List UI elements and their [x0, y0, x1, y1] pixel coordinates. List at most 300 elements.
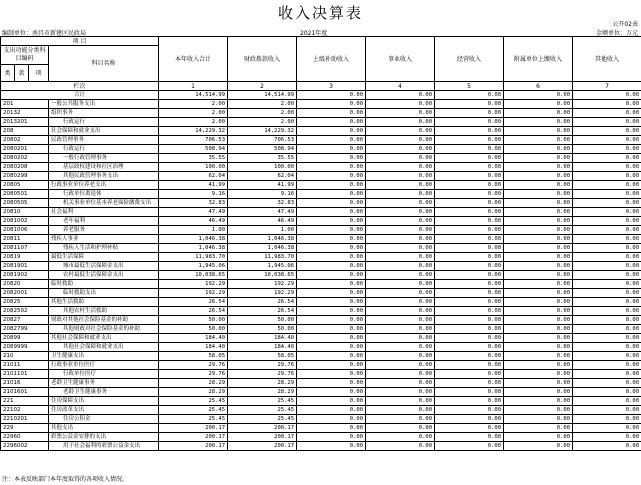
amount-cell: 0.00: [297, 325, 366, 334]
amount-cell: 0.00: [504, 325, 573, 334]
table-row: [1, 253, 641, 262]
amount-cell: 0.00: [504, 100, 573, 109]
amount-cell: 11,983.70: [159, 253, 228, 262]
subject-name: 社会保障和就业支出: [49, 127, 159, 136]
amount-cell: 1,046.38: [228, 244, 297, 253]
amount-cell: 1,046.38: [159, 244, 228, 253]
column-number-row: [1, 82, 641, 91]
table-row: [1, 325, 641, 334]
amount-cell: 0.00: [297, 370, 366, 379]
amount-cell: 0.00: [366, 154, 435, 163]
subject-code: 2081901: [1, 262, 49, 271]
amount-cell: 0.00: [435, 244, 504, 253]
amount-cell: 0.00: [504, 181, 573, 190]
subject-name: 其他财政对社会保险基金的补助: [49, 325, 159, 334]
subject-name: 行政单位医疗: [49, 370, 159, 379]
amount-cell: 0.00: [435, 379, 504, 388]
subject-name: 城市最低生活保障金支出: [49, 262, 159, 271]
subject-code: 2080201: [1, 145, 49, 154]
subject-code: 2081006: [1, 226, 49, 235]
amount-cell: 0.00: [366, 199, 435, 208]
table-row: [1, 343, 641, 352]
amount-cell: 184.40: [159, 334, 228, 343]
table-row: [1, 208, 641, 217]
subject-name: 残疾人生活和护理补贴: [49, 244, 159, 253]
subject-name: 老龄卫生健康事务: [49, 379, 159, 388]
amount-cell: 0.00: [573, 145, 641, 154]
amount-cell: 2.00: [228, 100, 297, 109]
table-row: [1, 244, 641, 253]
subject-name: 最低生活保障: [49, 253, 159, 262]
amount-cell: 50.00: [159, 316, 228, 325]
amount-cell: 0.00: [573, 190, 641, 199]
subject-name: 其他生活救助: [49, 298, 159, 307]
amount-cell: 0.00: [435, 217, 504, 226]
amount-cell: 0.00: [435, 442, 504, 451]
amount-cell: 0.00: [366, 397, 435, 406]
amount-cell: 0.00: [366, 424, 435, 433]
col-num: 1: [159, 82, 228, 91]
amount-cell: 0.00: [297, 172, 366, 181]
subject-name: 社会福利: [49, 208, 159, 217]
table-row: [1, 424, 641, 433]
amount-cell: 0.00: [435, 433, 504, 442]
amount-cell: 0.00: [573, 172, 641, 181]
amount-cell: 0.00: [366, 334, 435, 343]
amount-cell: 0.00: [297, 100, 366, 109]
amount-cell: 508.94: [159, 145, 228, 154]
amount-cell: 0.00: [435, 172, 504, 181]
amount-cell: 0.00: [297, 253, 366, 262]
amount-cell: 1,945.06: [228, 262, 297, 271]
amount-cell: 0.00: [504, 136, 573, 145]
amount-cell: 0.00: [297, 154, 366, 163]
amount-cell: 26.54: [159, 298, 228, 307]
amount-cell: 0.00: [366, 442, 435, 451]
amount-cell: 0.00: [366, 190, 435, 199]
amount-cell: 184.40: [159, 343, 228, 352]
amount-cell: 10,038.65: [228, 271, 297, 280]
amount-cell: 192.29: [159, 289, 228, 298]
amount-cell: 1,046.38: [159, 235, 228, 244]
subject-name: 老龄卫生健康事务: [49, 388, 159, 397]
amount-cell: 0.00: [435, 100, 504, 109]
row-label: 栏次: [1, 82, 159, 91]
amount-cell: 0.00: [366, 388, 435, 397]
amount-cell: 32.83: [159, 199, 228, 208]
amount-cell: 0.00: [435, 154, 504, 163]
subject-code: 229: [1, 424, 49, 433]
amount-cell: 0.00: [435, 316, 504, 325]
amount-cell: 0.00: [573, 334, 641, 343]
amount-cell: 0.00: [504, 244, 573, 253]
amount-cell: 0.00: [573, 352, 641, 361]
amount-cell: 0.00: [366, 433, 435, 442]
amount-cell: 0.00: [297, 307, 366, 316]
amount-cell: 0.00: [504, 298, 573, 307]
amount-cell: 0.00: [297, 361, 366, 370]
amount-cell: 0.00: [435, 145, 504, 154]
amount-cell: 0.00: [573, 388, 641, 397]
amount-cell: 0.00: [573, 118, 641, 127]
amount-cell: 46.49: [228, 217, 297, 226]
subject-name: 临时救助支出: [49, 289, 159, 298]
amount-cell: 0.00: [504, 424, 573, 433]
amount-cell: 0.00: [366, 352, 435, 361]
amount-cell: 184.40: [228, 343, 297, 352]
amount-cell: 35.55: [159, 154, 228, 163]
amount-cell: 0.00: [573, 433, 641, 442]
amount-cell: 0.00: [297, 181, 366, 190]
amount-cell: 200.17: [228, 424, 297, 433]
amount-cell: 0.00: [573, 442, 641, 451]
amount-cell: 28.29: [159, 388, 228, 397]
amount-cell: 0.00: [366, 316, 435, 325]
amount-cell: 0.00: [573, 316, 641, 325]
amount-cell: 58.05: [228, 352, 297, 361]
subject-code: 20899: [1, 334, 49, 343]
subject-name: 老年福利: [49, 217, 159, 226]
amount-cell: 2.00: [228, 118, 297, 127]
amount-cell: 0.00: [573, 199, 641, 208]
header-func-code: 支出功能分类科目编码: [1, 46, 49, 65]
table-row: [1, 298, 641, 307]
header-xiang: 项: [29, 65, 49, 82]
amount-cell: 1,945.06: [159, 262, 228, 271]
table-row: [1, 226, 641, 235]
amount-cell: 200.17: [159, 433, 228, 442]
col-num: 7: [573, 82, 641, 91]
amount-cell: 0.00: [297, 388, 366, 397]
amount-cell: 192.29: [228, 289, 297, 298]
amount-cell: 0.00: [504, 253, 573, 262]
amount-cell: 0.00: [435, 307, 504, 316]
subject-code: 2080208: [1, 163, 49, 172]
table-row: [1, 154, 641, 163]
table-row: [1, 289, 641, 298]
amount-cell: 0.00: [435, 163, 504, 172]
subject-name: 住房公积金: [49, 415, 159, 424]
subject-name: 农村最低生活保障金支出: [49, 271, 159, 280]
amount-cell: 0.00: [573, 406, 641, 415]
amount-cell: 0.00: [366, 379, 435, 388]
amount-cell: 0.00: [504, 415, 573, 424]
subject-code: 21011: [1, 361, 49, 370]
subject-code: 208: [1, 127, 49, 136]
amount-cell: 0.00: [366, 298, 435, 307]
amount-cell: 0.00: [504, 262, 573, 271]
amount-cell: 9.16: [159, 190, 228, 199]
amount-cell: 0.00: [504, 289, 573, 298]
subject-code: 2013201: [1, 118, 49, 127]
amount-cell: 0.00: [504, 361, 573, 370]
subject-name: 民政管理事务: [49, 136, 159, 145]
header-affiliate: 附属单位上缴收入: [504, 37, 573, 82]
table-row: [1, 235, 641, 244]
amount-cell: 0.00: [366, 370, 435, 379]
amount-cell: 0.00: [366, 280, 435, 289]
subject-code: 2081107: [1, 244, 49, 253]
table-row: [1, 361, 641, 370]
amount-cell: 0.00: [504, 145, 573, 154]
amount-cell: 0.00: [573, 379, 641, 388]
amount-cell: 0.00: [573, 262, 641, 271]
subject-code: 20811: [1, 235, 49, 244]
subject-name: 其他民政管理事务支出: [49, 172, 159, 181]
subject-name: 其他支出: [49, 424, 159, 433]
amount-cell: 62.04: [159, 172, 228, 181]
amount-cell: 1.00: [159, 226, 228, 235]
amount-cell: 0.00: [297, 334, 366, 343]
subject-code: 201: [1, 100, 49, 109]
amount-cell: 26.54: [228, 307, 297, 316]
subject-code: 221: [1, 397, 49, 406]
amount-cell: 0.00: [573, 298, 641, 307]
amount-cell: 706.53: [228, 136, 297, 145]
table-row: [1, 100, 641, 109]
table-row: [1, 127, 641, 136]
amount-cell: 2.00: [159, 100, 228, 109]
amount-cell: 0.00: [504, 163, 573, 172]
subject-name: 其他农村生活救助: [49, 307, 159, 316]
total-label: 合计: [1, 91, 159, 100]
amount-cell: 50.00: [228, 316, 297, 325]
amount-cell: 0.00: [366, 109, 435, 118]
amount-cell: 200.17: [159, 424, 228, 433]
amount-cell: 0.00: [297, 109, 366, 118]
total-value: 14,514.99: [228, 91, 297, 100]
amount-cell: 0.00: [297, 289, 366, 298]
amount-cell: 0.00: [435, 226, 504, 235]
table-row: [1, 271, 641, 280]
table-row: [1, 406, 641, 415]
amount-cell: 0.00: [297, 163, 366, 172]
amount-cell: 0.00: [297, 433, 366, 442]
subject-code: 22960: [1, 433, 49, 442]
header-operate: 经营收入: [435, 37, 504, 82]
income-table: [0, 36, 641, 451]
subject-name: 彩票公益金安排的支出: [49, 433, 159, 442]
table-row: [1, 433, 641, 442]
amount-cell: 32.83: [228, 199, 297, 208]
amount-cell: 29.76: [228, 361, 297, 370]
amount-cell: 0.00: [435, 370, 504, 379]
total-row: [1, 91, 641, 100]
subject-name: 组织事务: [49, 109, 159, 118]
amount-cell: 0.00: [504, 316, 573, 325]
amount-cell: 11,983.70: [228, 253, 297, 262]
subject-code: 2089999: [1, 343, 49, 352]
subject-name: 行政单位离退休: [49, 190, 159, 199]
subject-code: 2101101: [1, 370, 49, 379]
amount-cell: 0.00: [435, 181, 504, 190]
subject-code: 2082502: [1, 307, 49, 316]
subject-code: 2080505: [1, 199, 49, 208]
amount-cell: 0.00: [435, 235, 504, 244]
amount-cell: 0.00: [297, 343, 366, 352]
amount-cell: 0.00: [573, 253, 641, 262]
amount-cell: 0.00: [297, 208, 366, 217]
amount-cell: 192.29: [228, 280, 297, 289]
footnote: 注：本表反映部门本年度取得的各项收入情况。: [2, 476, 129, 483]
amount-cell: 0.00: [435, 136, 504, 145]
amount-cell: 100.00: [228, 163, 297, 172]
amount-cell: 0.00: [504, 208, 573, 217]
header-kuan: 款: [15, 65, 29, 82]
amount-cell: 0.00: [297, 127, 366, 136]
amount-cell: 28.29: [228, 388, 297, 397]
amount-cell: 26.54: [159, 307, 228, 316]
subject-code: 2082001: [1, 289, 49, 298]
amount-cell: 47.49: [228, 208, 297, 217]
amount-cell: 0.00: [504, 217, 573, 226]
amount-cell: 192.29: [159, 280, 228, 289]
amount-cell: 9.16: [228, 190, 297, 199]
amount-cell: 0.00: [297, 406, 366, 415]
header-row-1: [1, 37, 641, 46]
amount-cell: 0.00: [435, 289, 504, 298]
amount-cell: 0.00: [573, 109, 641, 118]
amount-cell: 0.00: [504, 307, 573, 316]
amount-cell: 200.17: [228, 433, 297, 442]
header-subject-name: 科目名称: [49, 46, 159, 82]
amount-cell: 0.00: [366, 172, 435, 181]
amount-cell: 0.00: [504, 109, 573, 118]
subject-name: 养老服务: [49, 226, 159, 235]
table-row: [1, 370, 641, 379]
amount-cell: 0.00: [504, 379, 573, 388]
amount-cell: 0.00: [573, 208, 641, 217]
subject-code: 2101601: [1, 388, 49, 397]
subject-code: 2080202: [1, 154, 49, 163]
amount-cell: 0.00: [573, 181, 641, 190]
table-row: [1, 307, 641, 316]
amount-cell: 200.17: [228, 442, 297, 451]
amount-cell: 0.00: [366, 415, 435, 424]
amount-cell: 0.00: [297, 244, 366, 253]
amount-cell: 0.00: [435, 325, 504, 334]
amount-cell: 0.00: [573, 271, 641, 280]
amount-cell: 25.45: [159, 397, 228, 406]
amount-cell: 0.00: [366, 127, 435, 136]
amount-cell: 0.00: [573, 424, 641, 433]
amount-cell: 0.00: [435, 109, 504, 118]
amount-cell: 46.49: [159, 217, 228, 226]
header-other: 其他收入: [573, 37, 641, 82]
amount-cell: 0.00: [573, 307, 641, 316]
amount-cell: 25.45: [159, 415, 228, 424]
amount-cell: 0.00: [366, 325, 435, 334]
subject-code: 20825: [1, 298, 49, 307]
amount-cell: 0.00: [435, 199, 504, 208]
header-fiscal: 财政拨款收入: [228, 37, 297, 82]
amount-cell: 0.00: [504, 442, 573, 451]
header-project: 项 目: [1, 37, 159, 46]
amount-cell: 0.00: [504, 397, 573, 406]
amount-cell: 14,229.32: [228, 127, 297, 136]
table-row: [1, 172, 641, 181]
subject-name: 其他社会保障和就业支出: [49, 334, 159, 343]
amount-cell: 0.00: [504, 118, 573, 127]
subject-code: 20820: [1, 280, 49, 289]
amount-cell: 706.53: [159, 136, 228, 145]
total-value: 0.00: [366, 91, 435, 100]
total-value: 0.00: [435, 91, 504, 100]
amount-cell: 0.00: [573, 154, 641, 163]
amount-cell: 0.00: [573, 280, 641, 289]
subject-code: 21016: [1, 379, 49, 388]
amount-cell: 0.00: [366, 100, 435, 109]
amount-cell: 0.00: [573, 100, 641, 109]
col-num: 3: [297, 82, 366, 91]
subject-name: 住房保障支出: [49, 397, 159, 406]
table-row: [1, 334, 641, 343]
amount-cell: 0.00: [435, 424, 504, 433]
amount-cell: 0.00: [504, 190, 573, 199]
amount-cell: 2.00: [228, 109, 297, 118]
amount-cell: 0.00: [297, 217, 366, 226]
table-row: [1, 217, 641, 226]
col-num: 4: [366, 82, 435, 91]
amount-cell: 0.00: [573, 397, 641, 406]
table-row: [1, 136, 641, 145]
amount-cell: 0.00: [573, 370, 641, 379]
amount-cell: 50.00: [228, 325, 297, 334]
amount-cell: 41.99: [159, 181, 228, 190]
amount-cell: 0.00: [573, 217, 641, 226]
subject-code: 2296002: [1, 442, 49, 451]
amount-cell: 0.00: [297, 298, 366, 307]
amount-cell: 0.00: [366, 226, 435, 235]
table-row: [1, 118, 641, 127]
subject-name: 住房改革支出: [49, 406, 159, 415]
amount-cell: 10,038.65: [159, 271, 228, 280]
amount-cell: 0.00: [366, 136, 435, 145]
subject-code: 2082799: [1, 325, 49, 334]
amount-cell: 0.00: [435, 253, 504, 262]
amount-cell: 508.94: [228, 145, 297, 154]
amount-cell: 0.00: [366, 208, 435, 217]
subject-name: 一般行政管理事务: [49, 154, 159, 163]
amount-cell: 0.00: [504, 127, 573, 136]
amount-cell: 200.17: [159, 442, 228, 451]
amount-cell: 0.00: [504, 388, 573, 397]
amount-cell: 0.00: [435, 118, 504, 127]
table-row: [1, 163, 641, 172]
table-row: [1, 316, 641, 325]
amount-cell: 0.00: [366, 262, 435, 271]
amount-cell: 0.00: [297, 379, 366, 388]
table-row: [1, 190, 641, 199]
amount-cell: 47.49: [159, 208, 228, 217]
amount-cell: 0.00: [366, 271, 435, 280]
amount-cell: 0.00: [366, 253, 435, 262]
table-row: [1, 352, 641, 361]
subject-name: 其他社会保障和就业支出: [49, 343, 159, 352]
subject-code: 20805: [1, 181, 49, 190]
amount-cell: 58.05: [159, 352, 228, 361]
subject-code: 2210201: [1, 415, 49, 424]
subject-name: 行政运行: [49, 145, 159, 154]
table-row: [1, 145, 641, 154]
reporting-unit: 编制单位：南昌市新建区民政局: [2, 30, 87, 37]
amount-cell: 0.00: [366, 406, 435, 415]
report-year: 2021年度: [300, 30, 328, 37]
total-value: 14,514.99: [159, 91, 228, 100]
amount-cell: 0.00: [366, 289, 435, 298]
amount-cell: 0.00: [504, 280, 573, 289]
amount-cell: 0.00: [297, 190, 366, 199]
